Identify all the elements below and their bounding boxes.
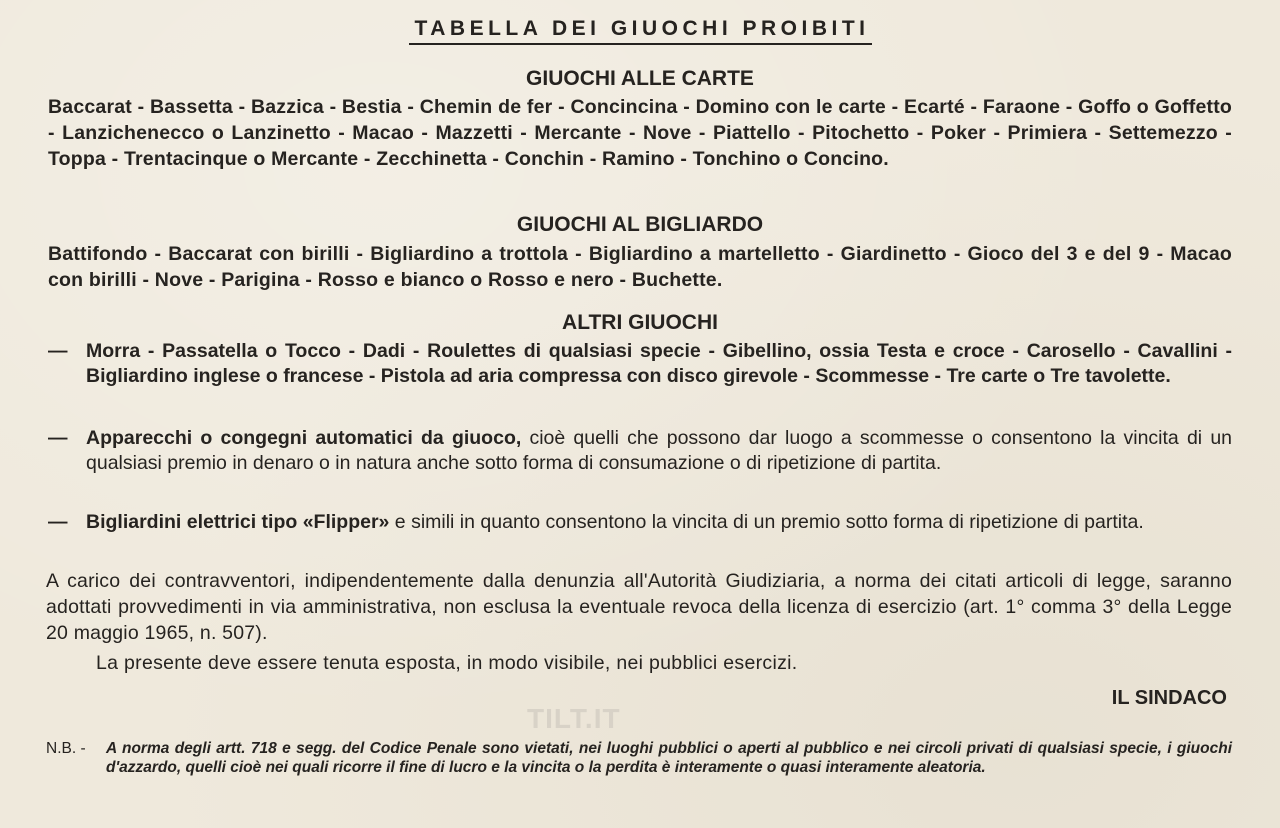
footnote-text: A norma degli artt. 718 e segg. del Codice Penale sono vietati, nei luoghi pubblici o aperti al pubblico e nei circoli privati di qualsiasi specie, i giuochi d'azzardo, quelli cioè nei quali ricorre il fine di lucro e la vincita o la perdita è interamente o quasi interamente aleatoria. [106, 740, 1232, 776]
card-games-list: Baccarat - Bassetta - Bazzica - Bestia - Chemin de fer - Concincina - Domino con le carte - Ecarté - Faraone - Goffo o Goffetto - Lanzichenecco o Lanzinetto - Macao - Mazzetti - Mercante - Nove - Piattello - Pitochetto - Poker - Primiera - Settemezzo - Toppa - Trentacinque o Mercante - Zecchinetta - Conchin - Ramino - Tonchino o Concino. [48, 96, 1232, 170]
flipper-label: Bigliardini elettrici tipo «Flipper» [86, 511, 390, 533]
flipper-text [86, 510, 1232, 535]
site-watermark: TILT.IT [527, 703, 621, 734]
billiard-games-list: Battifondo - Baccarat con birilli - Bigliardino a trottola - Bigliardino a martelletto - Giardinetto - Gioco del 3 e del 9 - Macao con birilli - Nove - Parigina - Rosso e bianco o Rosso e nero - Buchette. [48, 243, 1232, 291]
automatic-devices-label: Apparecchi o congegni automatici da giuoco, [86, 427, 522, 449]
footnote-label: N.B. - [46, 740, 86, 757]
document-title: TABELLA DEI GIUOCHI PROIBITI [0, 16, 1280, 45]
penalty-paragraph: A carico dei contravventori, indipendentemente dalla denunzia all'Autorità Giudiziaria, a norma dei citati articoli di legge, saranno adottati provvedimenti in via amministrativa, non esclusa la eventuale revoca della licenza di esercizio (art. 1° comma 3° della Legge 20 maggio 1965, n. 507). [46, 570, 1232, 644]
dash-marker: — [48, 511, 68, 533]
automatic-devices-description: cioè quelli che possono dar luogo a scommesse o consentono la vincita di un qualsiasi premio in denaro o in natura anche sotto forma di consumazione o di ripetizione di partita. [86, 427, 1233, 474]
heading-other-games: ALTRI GIUOCHI [562, 311, 718, 334]
flipper-description: e simili in quanto consentono la vincita di un premio sotto forma di ripetizione di partita. [389, 511, 1144, 533]
other-games-item-3 [48, 510, 1232, 535]
other-games-item-2 [48, 426, 1232, 476]
other-games-list: Morra - Passatella o Tocco - Dadi - Roulettes di qualsiasi specie - Gibellino, ossia Testa e croce - Carosello - Cavallini - Bigliardino inglese o francese - Pistola ad aria compressa con disco girevole - Scommesse - Tre carte o Tre tavolette. [86, 340, 1232, 387]
heading-billiard-games: GIUOCHI AL BIGLIARDO [516, 213, 764, 236]
mayor-signature: IL SINDACO [1111, 687, 1227, 709]
heading-card-games: GIUOCHI ALLE CARTE [526, 67, 754, 90]
display-notice: La presente deve essere tenuta esposta, in modo visibile, nei pubblici esercizi. [96, 652, 798, 674]
dash-marker: — [48, 427, 68, 449]
other-games-item-1 [48, 339, 1232, 389]
footnote [46, 739, 1232, 777]
dash-marker: — [48, 340, 68, 362]
automatic-devices-text [86, 426, 1232, 476]
